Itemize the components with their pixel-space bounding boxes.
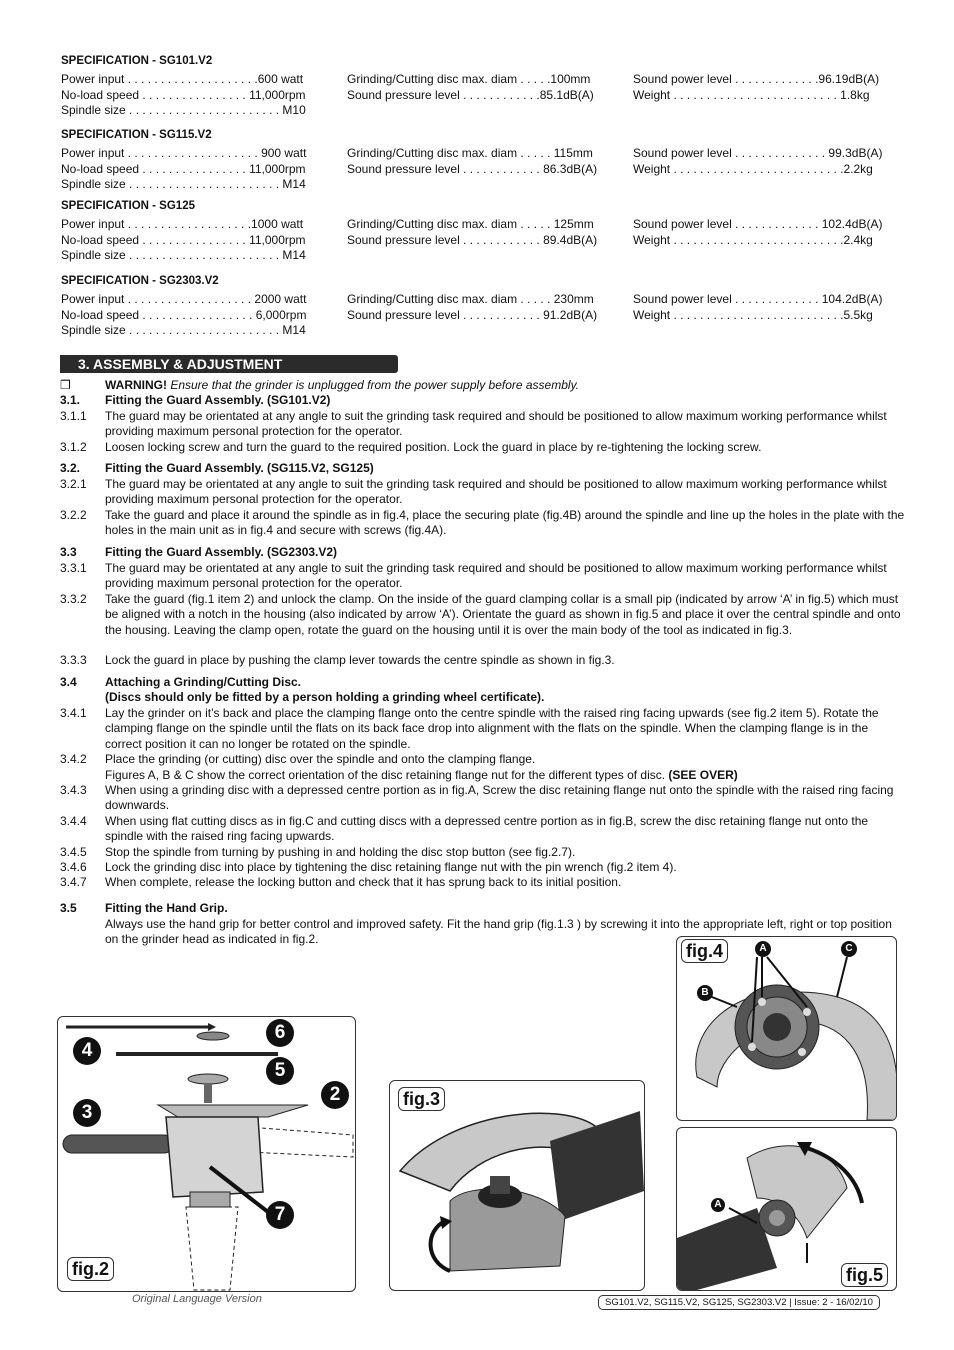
item-number: 3.1.1 bbox=[60, 409, 87, 423]
spec-line: Power input . . . . . . . . . . . . . . . . . . . 2000 watt bbox=[61, 292, 307, 306]
spec-line: Spindle size . . . . . . . . . . . . . . . . . . . . . . . M14 bbox=[61, 177, 306, 191]
spec-line: Weight . . . . . . . . . . . . . . . . . . . . . . . . . .2.2kg bbox=[633, 161, 873, 176]
spec-line: Sound pressure level . . . . . . . . . . . . 91.2dB(A) bbox=[347, 307, 598, 322]
warning-text: Ensure that the grinder is unplugged from the power supply before assembly. bbox=[167, 378, 580, 392]
item-number: 3.4.6 bbox=[60, 860, 87, 874]
item-text: Fitting the Guard Assembly. (SG2303.V2) bbox=[105, 545, 338, 559]
footer-language-note: Original Language Version bbox=[132, 1293, 262, 1305]
item-number: 3.1.2 bbox=[60, 440, 87, 454]
spec-line: Power input . . . . . . . . . . . . . . . . . . . .600 watt bbox=[61, 72, 304, 86]
spec-title: SPECIFICATION - SG125 bbox=[61, 200, 195, 212]
figure-4 bbox=[676, 936, 897, 1121]
item-text: Figures A, B & C show the correct orientation of the disc retaining flange nut for the different types of disc. bbox=[105, 768, 666, 782]
spec-line: Sound power level . . . . . . . . . . . . . 102.4dB(A) bbox=[633, 217, 883, 231]
spec-line: No-load speed . . . . . . . . . . . . . . . . 11,000rpm bbox=[61, 161, 306, 176]
figure-2 bbox=[57, 1016, 356, 1292]
callout-2: 2 bbox=[321, 1081, 349, 1109]
item-text: When complete, release the locking button and check that it has sprung back to its initial position. bbox=[105, 875, 622, 889]
callout-6: 6 bbox=[266, 1019, 294, 1047]
spec-line: Sound pressure level . . . . . . . . . . . .85.1dB(A) bbox=[347, 87, 594, 102]
spec-line: Spindle size . . . . . . . . . . . . . . . . . . . . . . . M14 bbox=[61, 323, 306, 337]
checkbox-bullet: ❒ bbox=[60, 378, 71, 392]
item-text: Always use the hand grip for better control and improved safety. Fit the hand grip (fig.1.3 ) by screwing it into the appropriate left, right or top position on the grinder head as indicated in fig.2. bbox=[105, 917, 892, 947]
item-text: Lay the grinder on it’s back and place the clamping flange onto the centre spindle with the raised ring facing upwards (see fig.2 item 5). Rotate the clamping flange on the spindle until the flats on its back face drop into alignment with the flats on the spindle. When the clamping flange is in the correct position it can no longer be rotated on the spindle. bbox=[105, 706, 879, 751]
spec-line: Sound pressure level . . . . . . . . . . . . 86.3dB(A) bbox=[347, 161, 598, 176]
item-text: Stop the spindle from turning by pushing in and holding the disc stop button (see fig.2.7). bbox=[105, 845, 576, 859]
spec-line: Weight . . . . . . . . . . . . . . . . . . . . . . . . . 1.8kg bbox=[633, 87, 870, 102]
callout-4: 4 bbox=[73, 1037, 101, 1065]
spec-line: Grinding/Cutting disc max. diam . . . . . 115mm bbox=[347, 146, 593, 160]
spec-line: No-load speed . . . . . . . . . . . . . . . . 11,000rpm bbox=[61, 232, 306, 247]
item-number: 3.3.2 bbox=[60, 592, 87, 606]
item-text: Loosen locking screw and turn the guard to the required position. Lock the guard in place by re-tightening the locking screw. bbox=[105, 440, 762, 454]
callout-3: 3 bbox=[73, 1099, 101, 1127]
footer-model-issue: SG101.V2, SG115.V2, SG125, SG2303.V2 | Issue: 2 - 16/02/10 bbox=[598, 1295, 880, 1310]
fig2-label: fig.2 bbox=[67, 1257, 114, 1281]
warning-label: WARNING! bbox=[105, 378, 167, 392]
item-number: 3.3.3 bbox=[60, 653, 87, 667]
callout-7: 7 bbox=[266, 1201, 294, 1229]
item-text: The guard may be orientated at any angle to suit the grinding task required and should be positioned to allow maximum working performance whilst providing maximum personal protection for the operator. bbox=[105, 477, 887, 507]
item-number: 3.4.3 bbox=[60, 783, 87, 797]
item-number: 3.2.1 bbox=[60, 477, 87, 491]
item-number: 3.4.5 bbox=[60, 845, 87, 859]
spec-line: Weight . . . . . . . . . . . . . . . . . . . . . . . . . .2.4kg bbox=[633, 232, 873, 247]
figure-5 bbox=[676, 1127, 897, 1291]
spec-line: No-load speed . . . . . . . . . . . . . . . . . 6,000rpm bbox=[61, 307, 307, 322]
item-number: 3.4.1 bbox=[60, 706, 87, 720]
item-text: (Discs should only be fitted by a person holding a grinding wheel certificate). bbox=[105, 690, 545, 704]
item-text: Fitting the Guard Assembly. (SG101.V2) bbox=[105, 393, 331, 407]
section-heading-assembly: 3. ASSEMBLY & ADJUSTMENT bbox=[60, 355, 398, 373]
spec-line: Spindle size . . . . . . . . . . . . . . . . . . . . . . . M10 bbox=[61, 103, 306, 117]
spec-line: Power input . . . . . . . . . . . . . . . . . . . . 900 watt bbox=[61, 146, 307, 160]
callout-b: B bbox=[697, 985, 713, 1001]
spec-title: SPECIFICATION - SG2303.V2 bbox=[61, 275, 219, 287]
callout-a: A bbox=[711, 1198, 725, 1212]
spec-line: Weight . . . . . . . . . . . . . . . . . . . . . . . . . .5.5kg bbox=[633, 307, 873, 322]
spec-line: Sound power level . . . . . . . . . . . . . . 99.3dB(A) bbox=[633, 146, 883, 160]
spec-line: Sound power level . . . . . . . . . . . . . 104.2dB(A) bbox=[633, 292, 883, 306]
item-number: 3.2. bbox=[60, 461, 81, 475]
item-text: Take the guard and place it around the spindle as in fig.4, place the securing plate (fig.4B) around the spindle and line up the holes in the plate with the holes in the main unit as in fig.4 and secure with screws (fig.4A). bbox=[105, 508, 905, 538]
callout-5: 5 bbox=[266, 1057, 294, 1085]
spec-line: Sound power level . . . . . . . . . . . . .96.19dB(A) bbox=[633, 72, 880, 86]
item-text: Lock the grinding disc into place by tightening the disc retaining flange nut with the pin wrench (fig.2 item 4). bbox=[105, 860, 677, 874]
item-text: The guard may be orientated at any angle to suit the grinding task required and should be positioned to allow maximum working performance whilst providing maximum personal protection for the operator. bbox=[105, 561, 887, 591]
spec-line: Grinding/Cutting disc max. diam . . . . . 230mm bbox=[347, 292, 594, 306]
item-number: 3.4.2 bbox=[60, 752, 87, 766]
spec-line: Grinding/Cutting disc max. diam . . . . . 125mm bbox=[347, 217, 594, 231]
item-number: 3.2.2 bbox=[60, 508, 87, 522]
item-text: When using flat cutting discs as in fig.C and cutting discs with a depressed centre portion as in fig.B, screw the disc retaining flange nut onto the spindle with the raised ring facing upwards. bbox=[105, 814, 869, 844]
grinder-exploded-illustration bbox=[58, 1017, 355, 1291]
item-text: The guard may be orientated at any angle to suit the grinding task required and should be positioned to allow maximum working performance whilst providing maximum personal protection for the operator. bbox=[105, 409, 887, 439]
callout-c: C bbox=[841, 941, 857, 957]
spec-title: SPECIFICATION - SG115.V2 bbox=[61, 129, 212, 141]
figure-3 bbox=[389, 1080, 645, 1291]
spec-line: Power input . . . . . . . . . . . . . . . . . . .1000 watt bbox=[61, 217, 304, 231]
spec-line: Grinding/Cutting disc max. diam . . . . .100mm bbox=[347, 72, 591, 86]
item-text: Fitting the Guard Assembly. (SG115.V2, SG125) bbox=[105, 461, 374, 475]
spec-line: No-load speed . . . . . . . . . . . . . . . . 11,000rpm bbox=[61, 87, 306, 102]
item-text: When using a grinding disc with a depressed centre portion as in fig.A, Screw the disc retaining flange nut onto the spindle with the raised ring facing downwards. bbox=[105, 783, 894, 813]
item-number: 3.3 bbox=[60, 545, 77, 559]
item-number: 3.4.7 bbox=[60, 875, 87, 889]
item-text: Place the grinding (or cutting) disc over the spindle and onto the clamping flange. bbox=[105, 752, 536, 766]
item-text: Take the guard (fig.1 item 2) and unlock the clamp. On the inside of the guard clamping collar is a small pip (indicated by arrow ‘A’ in fig.5) which must be aligned with a notch in the housing (also indicated by arrow ‘A’). Orientate the guard as shown in fig.5 and place it over the central spindle and onto the housing. Leaving the clamp open, rotate the guard on the housing until it is over the main body of the tool as indicated in fig.3. bbox=[105, 592, 901, 637]
spec-line: Sound pressure level . . . . . . . . . . . . 89.4dB(A) bbox=[347, 232, 598, 247]
item-number: 3.4.4 bbox=[60, 814, 87, 828]
spec-line: Spindle size . . . . . . . . . . . . . . . . . . . . . . . M14 bbox=[61, 248, 306, 262]
item-text: Lock the guard in place by pushing the clamp lever towards the centre spindle as shown in fig.3. bbox=[105, 653, 615, 667]
item-number: 3.4 bbox=[60, 675, 77, 689]
fig3-label: fig.3 bbox=[398, 1087, 445, 1111]
fig5-label: fig.5 bbox=[841, 1263, 888, 1287]
spec-title: SPECIFICATION - SG101.V2 bbox=[61, 55, 213, 67]
item-emphasis: (SEE OVER) bbox=[665, 768, 738, 782]
callout-a: A bbox=[755, 941, 771, 957]
grinder-guard-locked-illustration bbox=[390, 1081, 644, 1290]
item-text: Fitting the Hand Grip. bbox=[105, 901, 228, 915]
item-text: Attaching a Grinding/Cutting Disc. bbox=[105, 675, 301, 689]
item-number: 3.1. bbox=[60, 393, 81, 407]
guard-plate-screws-illustration bbox=[677, 937, 896, 1120]
fig4-label: fig.4 bbox=[681, 939, 728, 963]
item-number: 3.3.1 bbox=[60, 561, 87, 575]
item-number: 3.5 bbox=[60, 901, 77, 915]
